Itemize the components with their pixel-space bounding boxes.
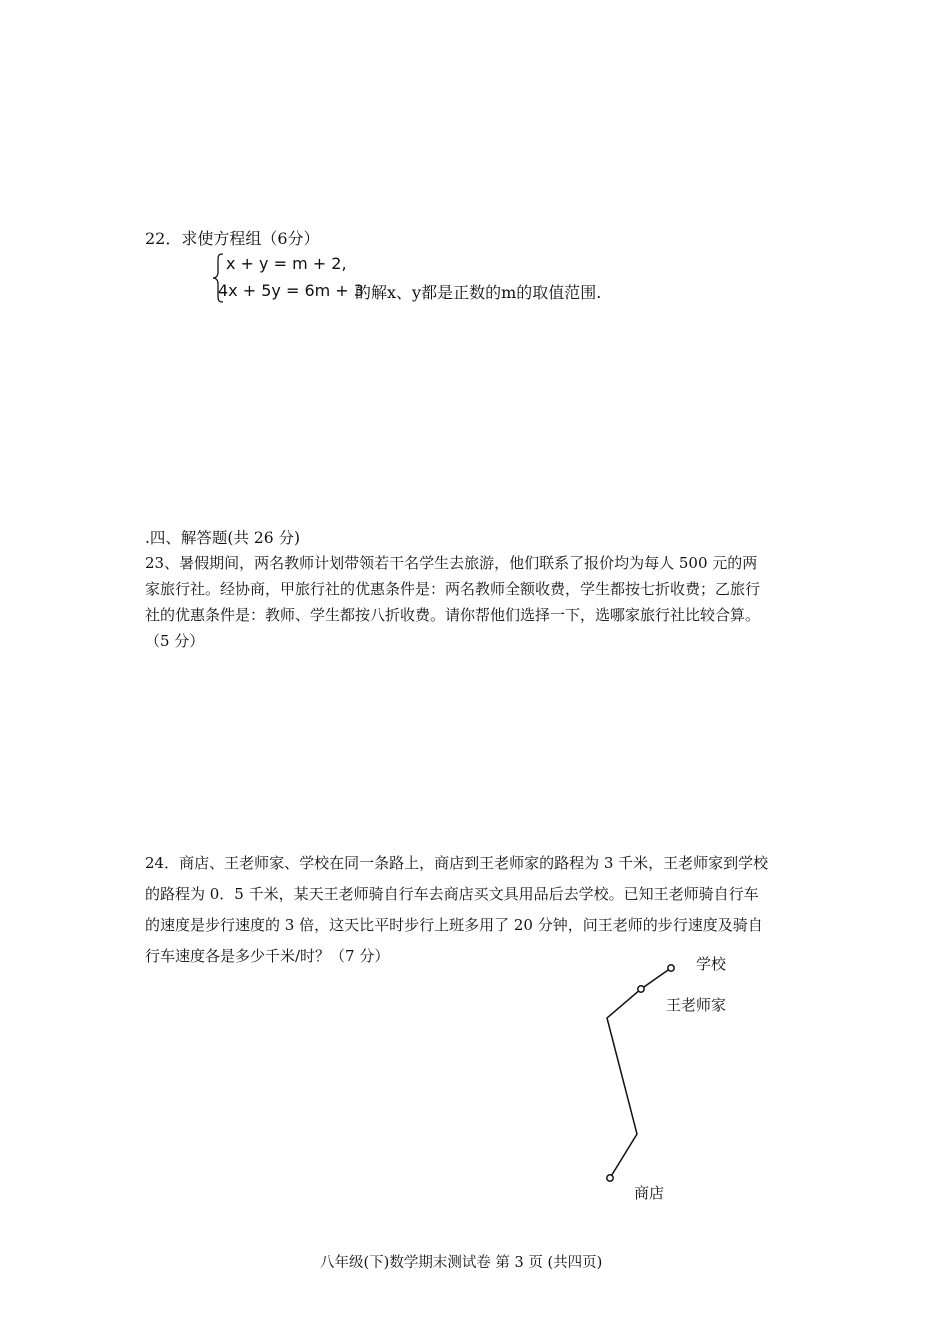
q22-question-tail: 的解x、y都是正数的m的取值范围. [355,283,602,302]
shop-label: 商店 [634,1184,665,1202]
q23-line: 家旅行社。经协商，甲旅行社的优惠条件是：两名教师全额收费，学生都按七折收费；乙旅行 [145,580,761,598]
school-label: 学校 [696,955,727,973]
q24-line: 行车速度各是多少千米/时？（7 分） [145,947,390,965]
home-label: 王老师家 [666,996,727,1014]
school-marker [668,965,674,971]
q24-line: 的速度是步行速度的 3 倍，这天比平时步行上班多用了 20 分钟，问王老师的步行速度及骑自 [145,916,763,934]
equation-line-1: x + y = m + 2, [226,254,347,273]
page-footer: 八年级(下)数学期末测试卷 第 3 页 (共四页) [320,1255,603,1271]
q23-line: 23、暑假期间，两名教师计划带领若干名学生去旅游，他们联系了报价均为每人 500 元的两 [145,554,758,572]
q24-line: 的路程为 0．5 千米，某天王老师骑自行车去商店买文具用品后去学校。已知王老师骑自行车 [145,885,759,903]
q24-line: 24．商店、王老师家、学校在同一条路上，商店到王老师家的路程为 3 千米，王老师家到学校 [145,854,769,872]
route-path [607,968,671,1178]
q22-title: 22．求使方程组（6分） [145,229,320,248]
equation-line-2: 4x + 5y = 6m + 3 [218,281,364,300]
section-4-heading: .四、解答题(共 26 分) [145,529,301,547]
q23-line: （5 分） [145,632,205,650]
shop-marker [607,1175,613,1181]
q23-line: 社的优惠条件是：教师、学生都按八折收费。请你帮他们选择一下，选哪家旅行社比较合算。 [145,606,761,624]
q23-text [145,550,810,654]
home-marker [638,986,644,992]
